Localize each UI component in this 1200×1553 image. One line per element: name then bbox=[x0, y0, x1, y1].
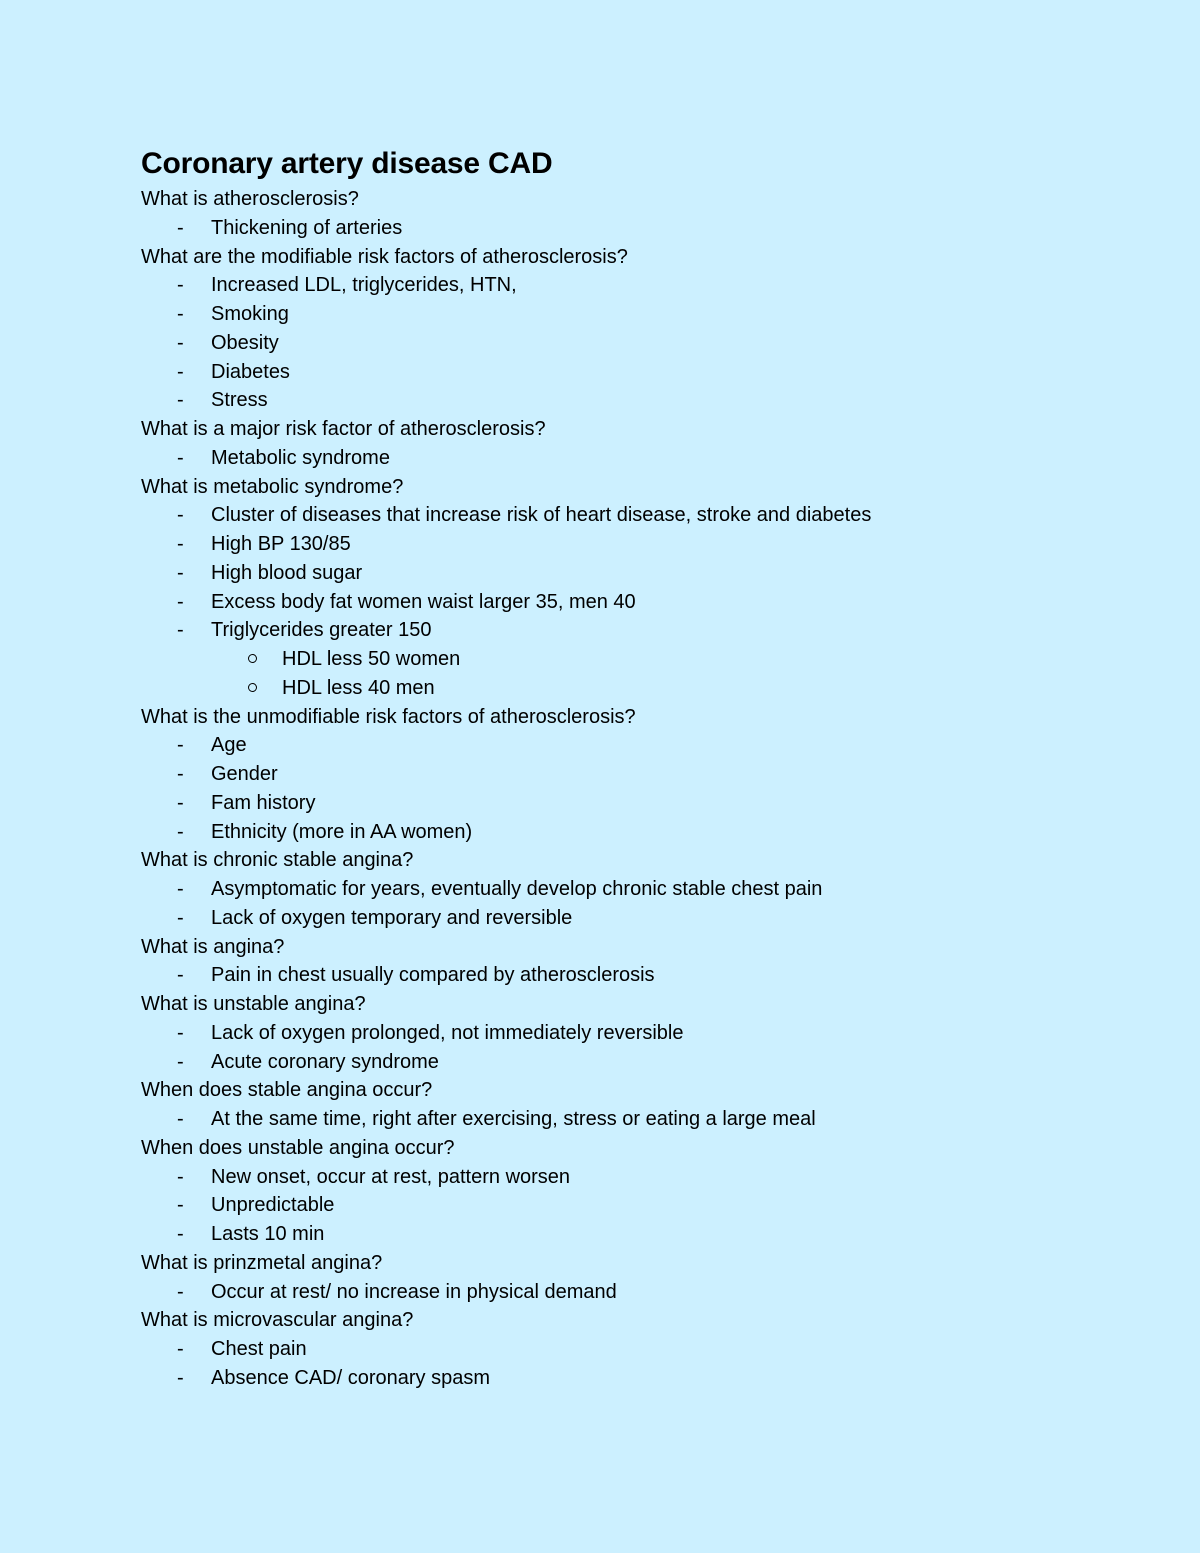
sub-answer-text: HDL less 50 women bbox=[282, 648, 461, 670]
answer-text: Excess body fat women waist larger 35, men 40 bbox=[211, 590, 636, 613]
answer-item bbox=[141, 818, 1141, 847]
dash-bullet: - bbox=[177, 303, 184, 325]
question-heading: When does stable angina occur? bbox=[141, 1079, 433, 1102]
document-title: Coronary artery disease CAD bbox=[141, 147, 553, 180]
dash-bullet: - bbox=[177, 878, 184, 900]
question-heading: When does unstable angina occur? bbox=[141, 1136, 455, 1159]
question-heading: What is prinzmetal angina? bbox=[141, 1251, 383, 1274]
dash-bullet: - bbox=[177, 504, 184, 527]
answer-text: Asymptomatic for years, eventually develop chronic stable chest pain bbox=[211, 878, 823, 900]
answer-text: Thickening of arteries bbox=[211, 216, 403, 239]
answer-item bbox=[141, 875, 1141, 904]
dash-bullet: - bbox=[177, 1223, 184, 1245]
answer-item bbox=[141, 300, 1141, 329]
answer-text: Obesity bbox=[211, 331, 279, 354]
question-heading: What is atherosclerosis? bbox=[141, 188, 359, 210]
sub-answer-item bbox=[141, 645, 1141, 674]
question-heading: What is chronic stable angina? bbox=[141, 849, 414, 872]
dash-bullet: - bbox=[177, 533, 184, 555]
answer-item bbox=[141, 1019, 1141, 1048]
dash-bullet: - bbox=[177, 561, 184, 584]
answer-text: Ethnicity (more in AA women) bbox=[211, 820, 473, 843]
dash-bullet: - bbox=[177, 1194, 184, 1217]
dash-bullet: - bbox=[177, 360, 184, 383]
dash-bullet: - bbox=[177, 906, 184, 929]
dash-bullet: - bbox=[177, 216, 184, 239]
sub-answer-text: HDL less 40 men bbox=[282, 676, 435, 699]
answer-text: Triglycerides greater 150 bbox=[211, 619, 432, 642]
dash-bullet: - bbox=[177, 791, 184, 814]
answer-item bbox=[141, 271, 1141, 300]
answer-item bbox=[141, 789, 1141, 818]
answer-text: Increased LDL, triglycerides, HTN, bbox=[211, 274, 517, 297]
dash-bullet: - bbox=[177, 1366, 184, 1389]
answer-item bbox=[141, 358, 1141, 387]
dash-bullet: - bbox=[177, 1021, 184, 1044]
circle-bullet-icon bbox=[248, 654, 257, 663]
answer-item bbox=[141, 329, 1141, 358]
dash-bullet: - bbox=[177, 590, 184, 613]
answer-text: Lasts 10 min bbox=[211, 1223, 325, 1245]
answer-text: Occur at rest/ no increase in physical demand bbox=[211, 1280, 617, 1303]
answer-text: New onset, occur at rest, pattern worsen bbox=[211, 1165, 571, 1188]
answer-item bbox=[141, 1364, 1141, 1393]
answer-item bbox=[141, 501, 1141, 530]
answer-item bbox=[141, 731, 1141, 760]
answer-item bbox=[141, 961, 1141, 990]
question-heading: What is unstable angina? bbox=[141, 993, 366, 1015]
answer-text: Unpredictable bbox=[211, 1194, 335, 1217]
answer-text: Stress bbox=[211, 389, 268, 412]
answer-item bbox=[141, 1335, 1141, 1364]
answer-item bbox=[141, 1220, 1141, 1249]
answer-item bbox=[141, 530, 1141, 559]
answer-item bbox=[141, 1191, 1141, 1220]
sub-answer-item bbox=[141, 674, 1141, 703]
answer-text: Smoking bbox=[211, 303, 289, 325]
answer-item bbox=[141, 1105, 1141, 1134]
answer-text: Diabetes bbox=[211, 360, 290, 383]
answer-text: Acute coronary syndrome bbox=[211, 1050, 439, 1073]
dash-bullet: - bbox=[177, 964, 184, 987]
dash-bullet: - bbox=[177, 446, 184, 469]
answer-text: Pain in chest usually compared by atherosclerosis bbox=[211, 964, 655, 987]
answer-text: High blood sugar bbox=[211, 561, 363, 584]
dash-bullet: - bbox=[177, 734, 184, 757]
question-heading: What is angina? bbox=[141, 935, 285, 958]
document-body bbox=[141, 185, 1141, 1393]
dash-bullet: - bbox=[177, 1165, 184, 1188]
answer-text: At the same time, right after exercising, stress or eating a large meal bbox=[211, 1108, 816, 1130]
dash-bullet: - bbox=[177, 389, 184, 412]
circle-bullet-icon bbox=[248, 683, 257, 692]
answer-text: Lack of oxygen prolonged, not immediately reversible bbox=[211, 1021, 684, 1044]
dash-bullet: - bbox=[177, 1108, 184, 1130]
answer-text: Lack of oxygen temporary and reversible bbox=[211, 906, 573, 929]
dash-bullet: - bbox=[177, 1338, 184, 1360]
answer-item bbox=[141, 214, 1141, 243]
question-heading: What is a major risk factor of atherosclerosis? bbox=[141, 418, 546, 440]
answer-item bbox=[141, 444, 1141, 473]
answer-item bbox=[141, 1163, 1141, 1192]
answer-text: Absence CAD/ coronary spasm bbox=[211, 1366, 491, 1389]
answer-item bbox=[141, 1048, 1141, 1077]
answer-text: Fam history bbox=[211, 791, 316, 814]
answer-item bbox=[141, 386, 1141, 415]
question-heading: What is metabolic syndrome? bbox=[141, 475, 404, 498]
question-heading: What are the modifiable risk factors of atherosclerosis? bbox=[141, 245, 628, 268]
answer-item bbox=[141, 904, 1141, 933]
answer-item bbox=[141, 559, 1141, 588]
dash-bullet: - bbox=[177, 1280, 184, 1303]
dash-bullet: - bbox=[177, 1050, 184, 1073]
answer-item bbox=[141, 588, 1141, 617]
answer-text: Cluster of diseases that increase risk of heart disease, stroke and diabetes bbox=[211, 504, 872, 527]
answer-text: Age bbox=[211, 734, 247, 757]
document-page bbox=[141, 144, 1141, 1393]
answer-item bbox=[141, 760, 1141, 789]
answer-item bbox=[141, 616, 1141, 645]
dash-bullet: - bbox=[177, 763, 184, 785]
answer-text: Gender bbox=[211, 763, 278, 785]
answer-text: Metabolic syndrome bbox=[211, 446, 390, 469]
answer-item bbox=[141, 1278, 1141, 1307]
question-heading: What is microvascular angina? bbox=[141, 1309, 414, 1332]
dash-bullet: - bbox=[177, 331, 184, 354]
dash-bullet: - bbox=[177, 820, 184, 843]
dash-bullet: - bbox=[177, 619, 184, 642]
answer-text: High BP 130/85 bbox=[211, 533, 351, 555]
question-heading: What is the unmodifiable risk factors of atherosclerosis? bbox=[141, 705, 636, 728]
dash-bullet: - bbox=[177, 274, 184, 297]
answer-text: Chest pain bbox=[211, 1338, 307, 1360]
